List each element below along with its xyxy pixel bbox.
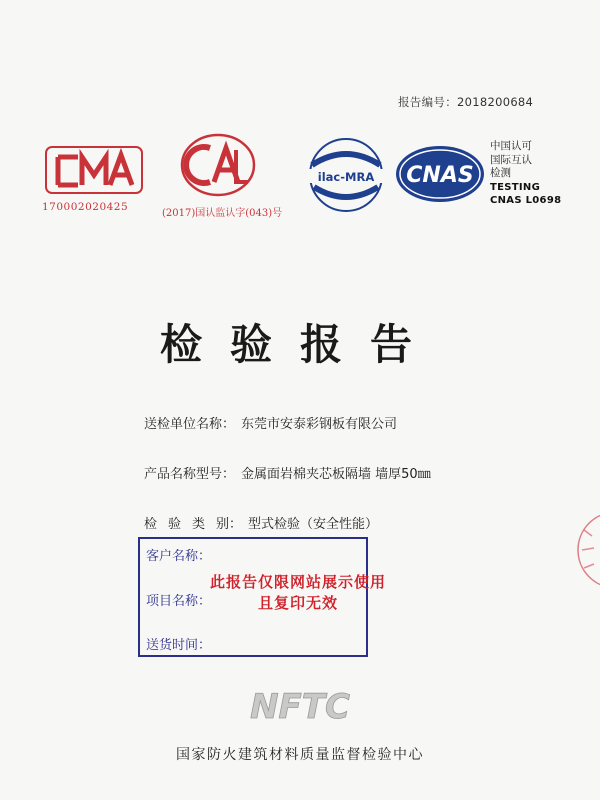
type-label-char-2: 验 (168, 517, 182, 532)
organization-name: 国家防火建筑材料质量监督检验中心 (176, 747, 424, 763)
ilac-mra-icon (302, 135, 390, 219)
usage-notice (178, 572, 418, 614)
cnas-cn-line-2: 国际互认 (490, 153, 532, 166)
usage-notice-line-2: 且复印无效 (257, 594, 338, 612)
type-label-char-1: 检 (144, 517, 158, 532)
product-label: 产品名称型号： (144, 467, 236, 482)
product-value: 金属面岩棉夹芯板隔墙 墙厚50㎜ (241, 467, 431, 482)
stamp-project-name: 项目名称： (146, 594, 212, 609)
cma-number: 170002020425 (42, 201, 129, 213)
product-field (144, 463, 431, 482)
nftc-text: NFTC (250, 687, 350, 727)
cal-number: (2017)国认监认字(043)号 (162, 208, 283, 219)
cal-logo (162, 132, 290, 222)
cnas-description (490, 140, 590, 207)
inspection-type-value: 型式检验（安全性能） (248, 517, 379, 532)
cnas-cn-line-1: 中国认可 (490, 140, 532, 152)
stamp-delivery-time: 送货时间： (146, 638, 212, 653)
report-title: 检验报告 (159, 320, 440, 369)
stamp-customer-name: 客户名称： (146, 549, 212, 564)
client-value: 东莞市安泰彩钢板有限公司 (241, 417, 398, 432)
report-number: 报告编号：2018200684 (398, 95, 534, 109)
partial-seal-icon (572, 510, 600, 590)
cma-logo (44, 143, 144, 221)
client-field (144, 413, 397, 432)
type-label-char-3: 类 (192, 517, 206, 532)
usage-notice-line-1: 此报告仅限网站展示使用 (209, 573, 386, 591)
cal-seal-icon (178, 132, 258, 198)
cnas-icon (394, 142, 486, 206)
cma-seal-icon (44, 143, 144, 199)
cnas-cn-line-3: 检测 (490, 167, 511, 179)
type-label-char-4: 别： (216, 517, 243, 532)
inspection-type-label (144, 513, 242, 532)
svg-text:ilac-MRA: ilac-MRA (317, 170, 375, 184)
svg-text:CNAS: CNAS (406, 163, 474, 188)
cnas-en-line-2: CNAS L0698 (490, 194, 562, 206)
nftc-logo (238, 684, 362, 728)
inspection-type-field (144, 513, 378, 532)
cnas-en-line-1: TESTING (490, 181, 541, 193)
client-label: 送检单位名称： (144, 417, 236, 432)
